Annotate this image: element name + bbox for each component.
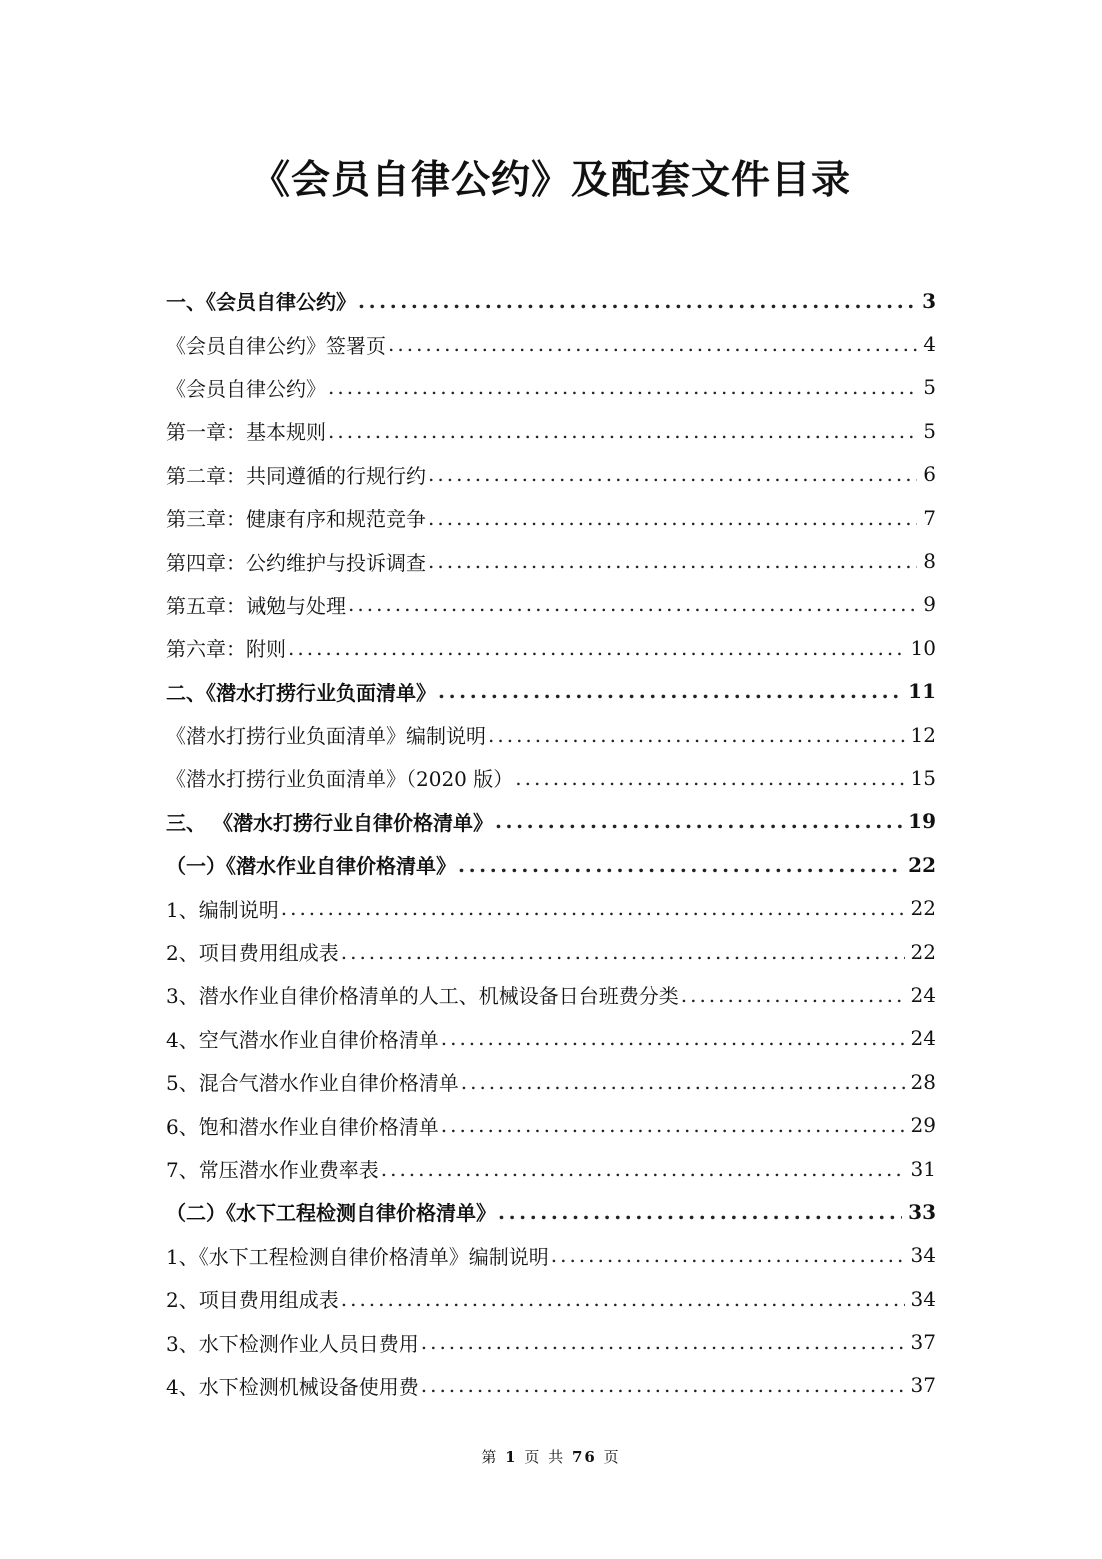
toc-entry-text: 《会员自律公约》签署页 — [166, 333, 386, 358]
toc-entry[interactable] — [166, 713, 936, 756]
toc-entry-text: 2、项目费用组成表 — [166, 1288, 339, 1313]
toc-dot-leader — [341, 1287, 905, 1311]
toc-entry[interactable] — [166, 800, 936, 843]
toc-entry[interactable] — [166, 496, 936, 539]
toc-entry-text: 3、水下检测作业人员日费用 — [166, 1331, 419, 1356]
toc-entry[interactable] — [166, 930, 936, 973]
toc-dot-leader — [381, 1157, 905, 1181]
toc-entry-text: 4、空气潜水作业自律价格清单 — [166, 1027, 439, 1052]
toc-entry[interactable] — [166, 279, 936, 322]
toc-entry[interactable] — [166, 583, 936, 626]
toc-entry[interactable] — [166, 1017, 936, 1060]
toc-entry[interactable] — [166, 973, 936, 1016]
toc-entry[interactable] — [166, 322, 936, 365]
toc-entry-text: 《潜水打捞行业负面清单》编制说明 — [166, 724, 486, 749]
toc-dot-leader — [421, 1373, 905, 1397]
toc-entry[interactable] — [166, 366, 936, 409]
toc-dot-leader — [441, 1026, 905, 1050]
toc-entry[interactable] — [166, 626, 936, 669]
toc-entry[interactable] — [166, 539, 936, 582]
toc-entry-page-number: 33 — [908, 1199, 936, 1224]
toc-dot-leader — [495, 809, 902, 833]
toc-entry-page-number: 9 — [923, 592, 936, 617]
toc-dot-leader — [428, 549, 917, 573]
toc-entry-text: 二、《潜水打捞行业负面清单》 — [166, 680, 436, 705]
toc-entry[interactable] — [166, 886, 936, 929]
toc-entry-page-number: 31 — [910, 1156, 936, 1181]
toc-dot-leader — [458, 853, 902, 877]
toc-dot-leader — [341, 940, 905, 964]
toc-entry-text: 2、项目费用组成表 — [166, 941, 339, 966]
toc-entry-text: 6、饱和潜水作业自律价格清单 — [166, 1114, 439, 1139]
toc-entry-page-number: 22 — [910, 896, 936, 921]
toc-entry[interactable] — [166, 1060, 936, 1103]
toc-entry-page-number: 15 — [910, 765, 936, 790]
toc-entry[interactable] — [166, 670, 936, 713]
toc-dot-leader — [551, 1243, 905, 1267]
toc-dot-leader — [441, 1113, 905, 1137]
toc-dot-leader — [515, 766, 904, 790]
toc-dot-leader — [328, 419, 917, 443]
toc-entry-page-number: 24 — [910, 982, 936, 1007]
toc-dot-leader — [358, 289, 916, 313]
toc-entry-page-number: 5 — [923, 375, 936, 400]
toc-dot-leader — [281, 896, 905, 920]
toc-entry[interactable] — [166, 843, 936, 886]
toc-entry[interactable] — [166, 1190, 936, 1233]
toc-entry[interactable] — [166, 1147, 936, 1190]
toc-entry-text: 4、水下检测机械设备使用费 — [166, 1374, 419, 1399]
toc-entry-page-number: 22 — [908, 852, 936, 877]
footer-suffix: 页 — [603, 1448, 621, 1466]
footer-current-page: 1 — [505, 1448, 518, 1466]
toc-entry-text: 一、《会员自律公约》 — [166, 290, 356, 315]
toc-entry-page-number: 10 — [910, 635, 936, 660]
footer-total-pages: 76 — [571, 1448, 597, 1466]
toc-entry-text: 第二章：共同遵循的行规行约 — [166, 463, 426, 488]
toc-entry-text: 三、 《潜水打捞行业自律价格清单》 — [166, 810, 493, 835]
toc-entry-page-number: 34 — [910, 1243, 936, 1268]
toc-dot-leader — [488, 723, 905, 747]
toc-entry-text: 1、《水下工程检测自律价格清单》编制说明 — [166, 1244, 549, 1269]
toc-entry-page-number: 6 — [923, 462, 936, 487]
toc-entry[interactable] — [166, 1103, 936, 1146]
toc-entry-page-number: 3 — [922, 288, 936, 313]
toc-entry-page-number: 8 — [923, 549, 936, 574]
toc-dot-leader — [681, 983, 905, 1007]
toc-entry-text: 《会员自律公约》 — [166, 376, 326, 401]
toc-entry-page-number: 24 — [910, 1026, 936, 1051]
toc-entry-text: （一）《潜水作业自律价格清单》 — [166, 854, 456, 879]
toc-dot-leader — [328, 375, 917, 399]
toc-entry-text: 1、编制说明 — [166, 897, 279, 922]
toc-dot-leader — [388, 332, 917, 356]
toc-entry-text: 《潜水打捞行业负面清单》（2020 版） — [166, 767, 514, 792]
toc-entry-page-number: 28 — [910, 1069, 936, 1094]
table-of-contents — [166, 279, 936, 1407]
toc-entry-text: 5、混合气潜水作业自律价格清单 — [166, 1071, 459, 1096]
toc-dot-leader — [428, 462, 917, 486]
page-title: 《会员自律公约》及配套文件目录 — [250, 157, 851, 203]
toc-entry-page-number: 37 — [910, 1373, 936, 1398]
footer-prefix: 第 — [481, 1448, 499, 1466]
toc-entry[interactable] — [166, 409, 936, 452]
toc-entry-page-number: 22 — [910, 939, 936, 964]
toc-entry-text: 第三章：健康有序和规范竞争 — [166, 507, 426, 532]
toc-entry[interactable] — [166, 1234, 936, 1277]
toc-entry[interactable] — [166, 1277, 936, 1320]
toc-entry[interactable] — [166, 453, 936, 496]
toc-entry-page-number: 37 — [910, 1330, 936, 1355]
toc-entry[interactable] — [166, 1364, 936, 1407]
toc-entry-text: 第一章：基本规则 — [166, 420, 326, 445]
toc-dot-leader — [428, 506, 917, 530]
toc-entry-page-number: 19 — [908, 809, 936, 834]
toc-dot-leader — [498, 1200, 902, 1224]
toc-dot-leader — [288, 636, 905, 660]
toc-entry[interactable] — [166, 1320, 936, 1363]
toc-entry-text: 7、常压潜水作业费率表 — [166, 1158, 379, 1182]
toc-entry[interactable] — [166, 756, 936, 799]
page-footer — [0, 1446, 1102, 1467]
footer-middle: 页 共 — [524, 1448, 566, 1466]
toc-entry-text: 第六章：附则 — [166, 637, 286, 662]
toc-entry-page-number: 11 — [908, 679, 936, 704]
toc-entry-text: （二）《水下工程检测自律价格清单》 — [166, 1201, 496, 1226]
toc-dot-leader — [421, 1330, 905, 1354]
toc-entry-text: 3、潜水作业自律价格清单的人工、机械设备日台班费分类 — [166, 984, 679, 1009]
toc-entry-text: 第五章：诫勉与处理 — [166, 593, 346, 618]
toc-dot-leader — [461, 1070, 905, 1094]
toc-entry-page-number: 12 — [910, 722, 936, 747]
toc-dot-leader — [438, 679, 902, 703]
toc-entry-page-number: 7 — [923, 505, 936, 530]
toc-entry-text: 第四章：公约维护与投诉调查 — [166, 550, 426, 575]
toc-entry-page-number: 5 — [923, 418, 936, 443]
toc-entry-page-number: 34 — [910, 1286, 936, 1311]
toc-entry-page-number: 29 — [910, 1113, 936, 1138]
toc-entry-page-number: 4 — [923, 332, 936, 357]
toc-dot-leader — [348, 592, 917, 616]
